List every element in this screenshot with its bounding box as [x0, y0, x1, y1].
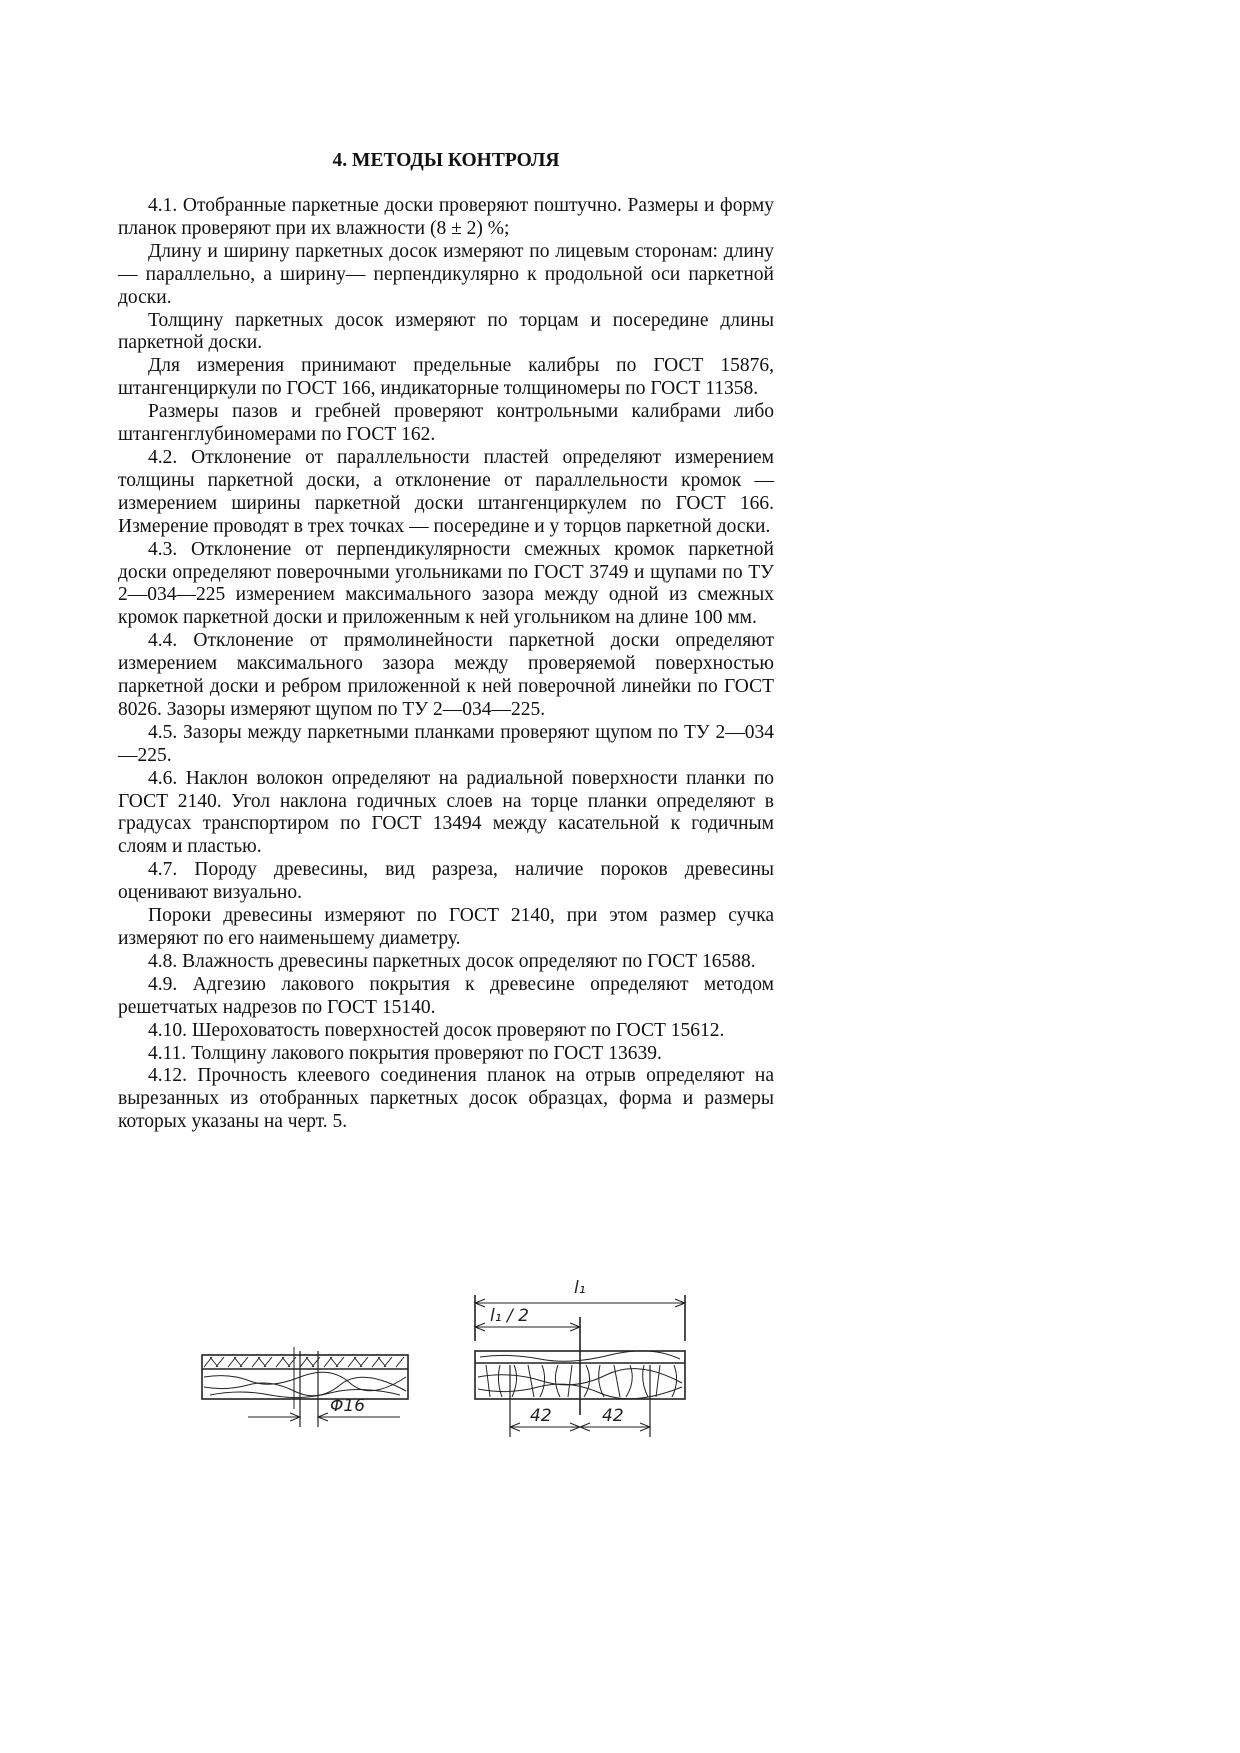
section-title: 4. МЕТОДЫ КОНТРОЛЯ — [332, 150, 560, 171]
paragraph: 4.11. Толщину лакового покрытия проверяют по ГОСТ 13639. — [148, 1042, 662, 1064]
dimension-left-label: 42 — [530, 1406, 552, 1426]
paragraph: 4.12. Прочность клеевого соединения планок на отрыв определяют на вырезанных из отобранных паркетных досок образцах, форма и размеры которых указаны на черт. 5. — [118, 1065, 774, 1133]
paragraph: 4.2. Отклонение от параллельности пластей определяют измерением толщины паркетной доски, а отклонение от параллельности кромок — измерением ширины паркетной доски штангенциркулем по ГОСТ 166. Измерение проводят в трех точках — посередине и у торцов паркетной доски. — [118, 446, 774, 537]
paragraph: Толщину паркетных досок измеряют по торцам и посередине длины паркетной доски. — [118, 309, 774, 354]
diameter-label: Φ16 — [330, 1396, 366, 1416]
paragraph: 4.1. Отобранные паркетные доски проверяют поштучно. Размеры и форму планок проверяют при их влажности (8 ± 2) %; — [118, 195, 774, 239]
paragraph: 4.5. Зазоры между паркетными планками проверяют щупом по ТУ 2—034—225. — [118, 721, 774, 766]
specimen-drawing — [190, 1265, 710, 1465]
specimen-left — [202, 1347, 408, 1427]
paragraph: Размеры пазов и гребней проверяют контрольными калибрами либо штангенглубиномерами по ГОСТ 162. — [118, 401, 774, 446]
paragraph: 4.8. Влажность древесины паркетных досок определяют по ГОСТ 16588. — [148, 950, 756, 972]
paragraph: 4.9. Адгезию лакового покрытия к древесине определяют методом решетчатых надрезов по ГОСТ 15140. — [118, 973, 774, 1018]
half-length-label: l₁ / 2 — [490, 1306, 529, 1326]
dimension-right-label: 42 — [602, 1406, 624, 1426]
paragraph: 4.10. Шероховатость поверхностей досок проверяют по ГОСТ 15612. — [148, 1019, 725, 1041]
section-body — [118, 195, 774, 1134]
paragraph: Для измерения принимают предельные калибры по ГОСТ 15876, штангенциркули по ГОСТ 166, индикаторные толщиномеры по ГОСТ 11358. — [118, 355, 774, 400]
paragraph: Длину и ширину паркетных досок измеряют по лицевым сторонам: длину — параллельно, а ширину— перпендикулярно к продольной оси паркетной доски. — [118, 240, 774, 308]
paragraph: Пороки древесины измеряют по ГОСТ 2140, при этом размер сучка измеряют по его наименьшему диаметру. — [118, 905, 774, 949]
paragraph: 4.3. Отклонение от перпендикулярности смежных кромок паркетной доски определяют поверочными угольниками по ГОСТ 3749 и щупами по ТУ 2—034—225 измерением максимального зазора между одной из смежных кромок паркетной доски и приложенным к ней угольником на длине 100 мм. — [118, 538, 774, 629]
drawing-5 — [190, 1265, 710, 1465]
paragraph: 4.6. Наклон волокон определяют на радиальной поверхности планки по ГОСТ 2140. Угол наклона годичных слоев на торце планки определяют в градусах транспортиром по ГОСТ 13494 между касательной к годичным слоям и пластью. — [118, 767, 774, 858]
paragraph: 4.4. Отклонение от прямолинейности паркетной доски определяют измерением максимального зазора между проверяемой поверхностью паркетной доски и ребром приложенной к ней поверочной линейки по ГОСТ 8026. Зазоры измеряют щупом по ТУ 2—034—225. — [118, 630, 774, 720]
length-label: l₁ — [574, 1278, 586, 1298]
paragraph: 4.7. Породу древесины, вид разреза, наличие пороков древесины оценивают визуально. — [118, 859, 774, 904]
